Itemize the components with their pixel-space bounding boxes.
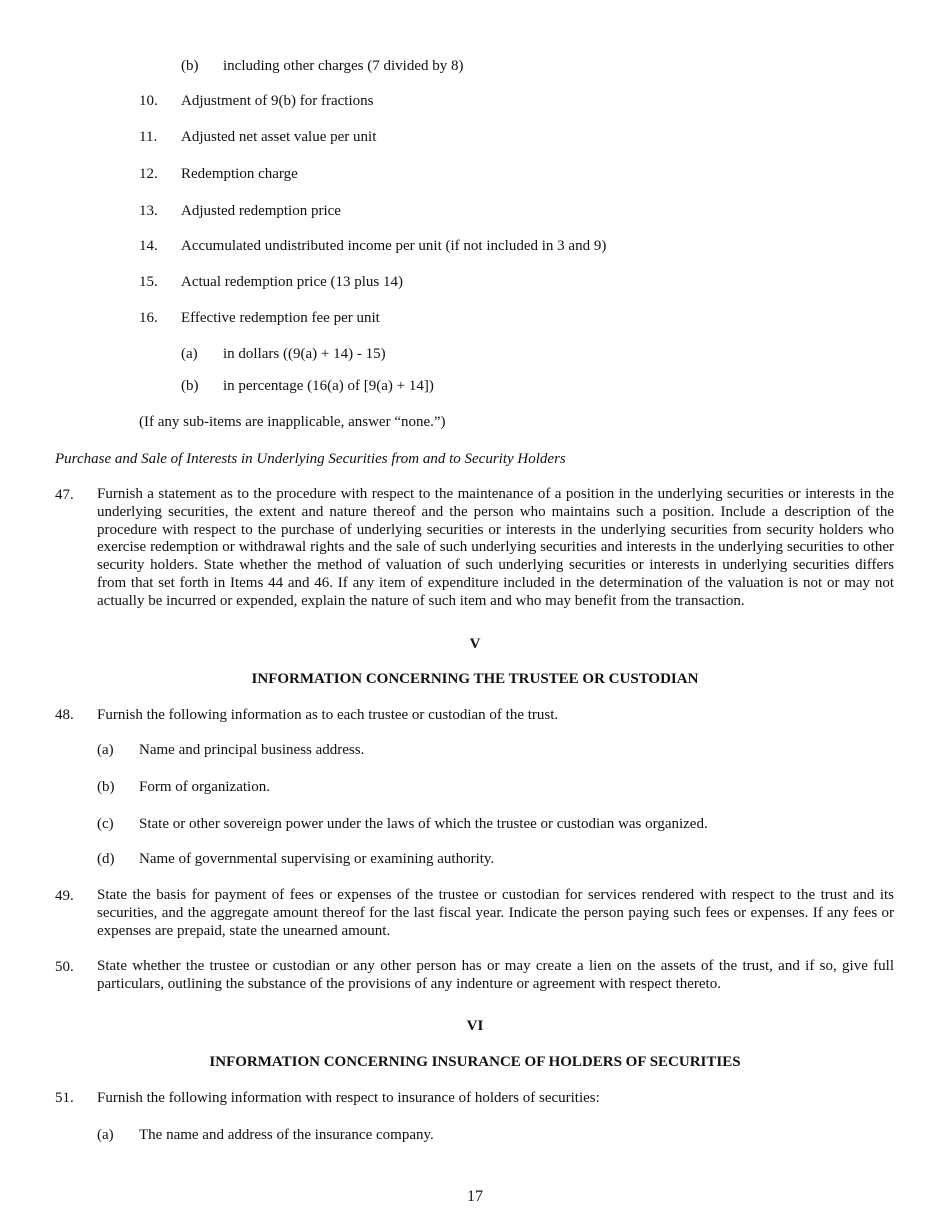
item-51-text: Furnish the following information with respect to insurance of holders of securities:	[97, 1090, 600, 1106]
item-49-text: State the basis for payment of fees or expenses of the trustee or custodian for services rendered with respect to the trust and its securities, and the aggregate amount thereof for the last fiscal year. Indicate the person paying such fees or expenses. If any fees or expenses are prepaid, state the unearned amount.	[97, 887, 894, 939]
section-vi-roman: VI	[466, 1018, 484, 1034]
item-51a-label: (a)	[97, 1127, 114, 1143]
item-13-text: Adjusted redemption price	[181, 203, 341, 219]
item-10-text: Adjustment of 9(b) for fractions	[181, 93, 374, 109]
item-15-label: 15.	[139, 274, 158, 290]
item-14-label: 14.	[139, 238, 158, 254]
item-11-text: Adjusted net asset value per unit	[181, 129, 377, 145]
item-47-text: Furnish a statement as to the procedure with respect to the maintenance of a position in the underlying securities or interests in the underlying securities, the extent and nature thereof and the person who maintains such a position. Include a description of the procedure with respect to the purchase of underlying securities or interests in the underlying securities from security holders who exercise redemption or withdrawal rights and the sale of such underlying securities and interests in the underlying securities to other security holders. State whether the method of valuation of such underlying securities or interests in underlying securities differs from that set forth in Items 44 and 46. If any item of expenditure included in the determination of the valuation is not or may not actually be incurred or expended, explain the nature of such item and who may benefit from the transaction.	[97, 486, 894, 609]
item-47-number: 47.	[55, 487, 74, 503]
item-48a-label: (a)	[97, 742, 114, 758]
item-50-text: State whether the trustee or custodian or any other person has or may create a lien on the assets of the trust, and if so, give full particulars, outlining the substance of the provisions of any indenture or agreement with respect thereto.	[97, 958, 894, 992]
item-16b-text: in percentage (16(a) of [9(a) + 14])	[223, 378, 434, 394]
item-48c-text: State or other sovereign power under the laws of which the trustee or custodian was organized.	[139, 816, 708, 832]
item-51a-text: The name and address of the insurance company.	[139, 1127, 434, 1143]
item-12-text: Redemption charge	[181, 166, 298, 182]
item-16a-text: in dollars ((9(a) + 14) - 15)	[223, 346, 386, 362]
subheading-purchase-sale: Purchase and Sale of Interests in Underlying Securities from and to Security Holders	[55, 451, 566, 467]
item-48d-text: Name of governmental supervising or examining authority.	[139, 851, 495, 867]
item-14-text: Accumulated undistributed income per unit (if not included in 3 and 9)	[181, 238, 607, 254]
item-16a-label: (a)	[181, 346, 198, 362]
item-16-text: Effective redemption fee per unit	[181, 310, 380, 326]
item-12-label: 12.	[139, 166, 158, 182]
section-vi-title: INFORMATION CONCERNING INSURANCE OF HOLDERS OF SECURITIES	[209, 1054, 741, 1070]
item-51-number: 51.	[55, 1090, 74, 1106]
page-number: 17	[467, 1188, 483, 1205]
item-10-label: 10.	[139, 93, 158, 109]
item-48d-label: (d)	[97, 851, 115, 867]
item-48b-label: (b)	[97, 779, 115, 795]
item-16-label: 16.	[139, 310, 158, 326]
item-48-number: 48.	[55, 707, 74, 723]
item-48c-label: (c)	[97, 816, 114, 832]
item-49-number: 49.	[55, 888, 74, 904]
item-50-number: 50.	[55, 959, 74, 975]
item-48a-text: Name and principal business address.	[139, 742, 365, 758]
section-v-roman: V	[469, 636, 481, 652]
item-11-label: 11.	[139, 129, 158, 145]
inapplicable-note: (If any sub-items are inapplicable, answer “none.”)	[139, 414, 446, 430]
item-15-text: Actual redemption price (13 plus 14)	[181, 274, 404, 290]
item-48b-text: Form of organization.	[139, 779, 270, 795]
item-9b-text: including other charges (7 divided by 8)	[223, 58, 464, 74]
item-13-label: 13.	[139, 203, 158, 219]
item-9b-label: (b)	[181, 58, 199, 74]
item-48-text: Furnish the following information as to each trustee or custodian of the trust.	[97, 707, 559, 723]
section-v-title: INFORMATION CONCERNING THE TRUSTEE OR CUSTODIAN	[251, 671, 699, 687]
item-16b-label: (b)	[181, 378, 199, 394]
